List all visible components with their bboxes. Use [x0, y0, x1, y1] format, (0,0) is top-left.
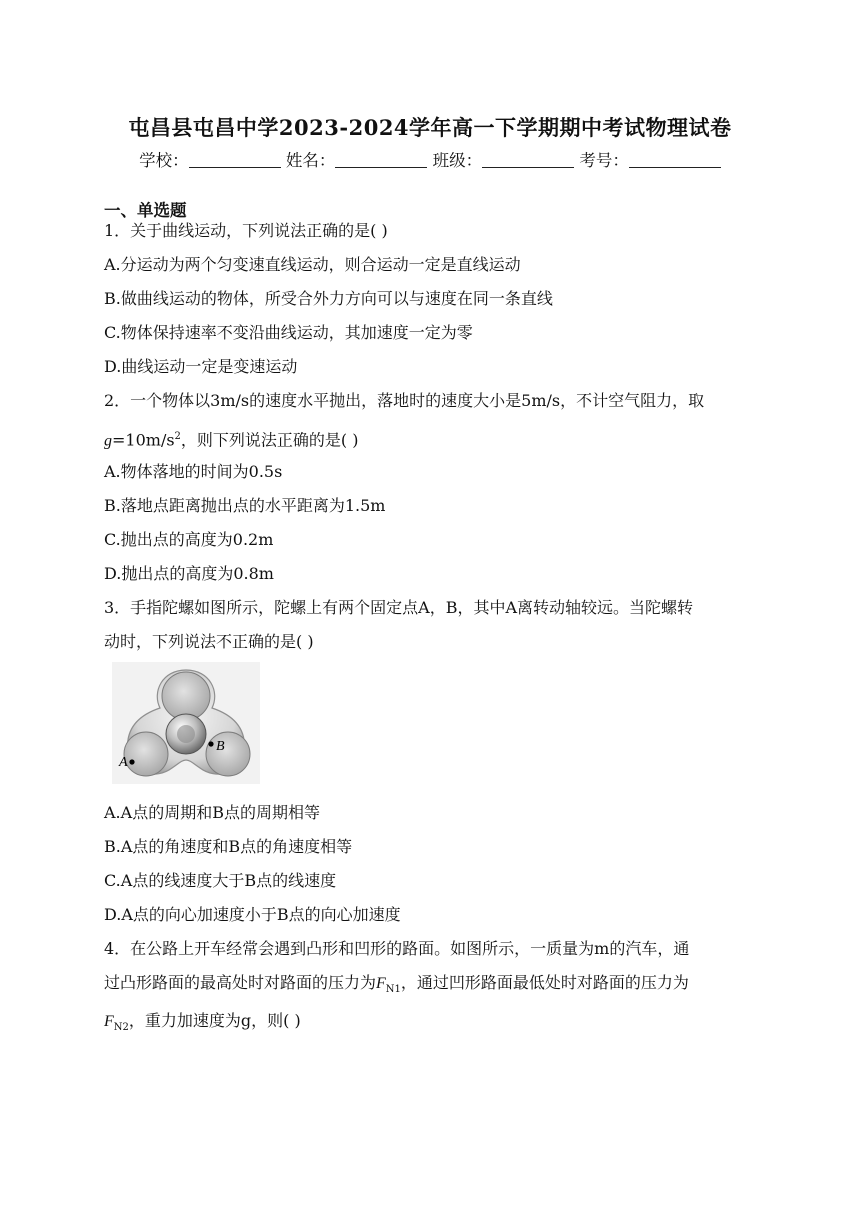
school-blank: [189, 152, 281, 168]
point-a-marker: [129, 759, 134, 764]
fidget-spinner-figure: [112, 662, 260, 784]
q3-stem-line1: 3．手指陀螺如图所示，陀螺上有两个固定点A，B，其中A离转动轴较远。当陀螺转: [104, 598, 694, 617]
exam-title: 屯昌县屯昌中学2023-2024学年高一下学期期中考试物理试卷: [128, 115, 732, 140]
q4-fn1-subscript: N1: [385, 984, 401, 996]
q4-stem-line2-b: ，通过凹形路面最低处时对路面的压力为: [400, 973, 689, 992]
student-info-row: [0, 147, 860, 171]
q2-stem-line1: 2．一个物体以3m/s的速度水平抛出，落地时的速度大小是5m/s，不计空气阻力，取: [104, 391, 705, 410]
q4-fn2-symbol: F: [104, 1013, 114, 1030]
point-b-label: B: [216, 739, 225, 754]
q2-g-symbol: g: [104, 432, 112, 450]
name-label: 姓名：: [285, 151, 336, 170]
q2-option-a: A.物体落地的时间为0.5s: [104, 462, 283, 481]
q2-option-b: B.落地点距离抛出点的水平距离为1.5m: [104, 496, 386, 515]
q1-option-b: B.做曲线运动的物体，所受合外力方向可以与速度在同一条直线: [104, 289, 553, 308]
q2-g-value: =10m/s: [112, 430, 175, 450]
fidget-spinner-image: [112, 662, 260, 784]
q3-option-a: A.A点的周期和B点的周期相等: [104, 803, 320, 822]
q4-stem-line1: 4．在公路上开车经常会遇到凸形和凹形的路面。如图所示，一质量为m的汽车，通: [104, 939, 690, 958]
point-b-marker: [208, 741, 213, 746]
q2-stem-line2-rest: ，则下列说法正确的是( ): [180, 430, 359, 450]
q1-stem: 1．关于曲线运动，下列说法正确的是( ): [104, 221, 388, 240]
exam-number-blank: [629, 152, 721, 168]
q4-fn1-symbol: F: [376, 975, 386, 992]
q2-option-d: D.抛出点的高度为0.8m: [104, 564, 274, 583]
q2-g-exponent: 2: [174, 431, 181, 442]
q4-stem-line3-text: ，重力加速度为g，则( ): [128, 1011, 301, 1030]
exam-number-label: 考号：: [579, 151, 629, 170]
q2-option-c: C.抛出点的高度为0.2m: [104, 530, 274, 549]
q4-stem-line2: [104, 972, 689, 1001]
name-blank: [335, 152, 427, 168]
point-a-label: A: [119, 755, 128, 770]
q2-stem-line2: [104, 426, 359, 452]
q3-option-b: B.A点的角速度和B点的角速度相等: [104, 837, 353, 856]
q3-option-c: C.A点的线速度大于B点的线速度: [104, 871, 337, 890]
q4-stem-line3: [104, 1010, 301, 1039]
section-heading: 一、单选题: [104, 201, 187, 220]
q4-stem-line2-a: 过凸形路面的最高处时对路面的压力为: [104, 973, 377, 992]
q4-fn2-subscript: N2: [113, 1022, 129, 1034]
q1-option-a: A.分运动为两个匀变速直线运动，则合运动一定是直线运动: [104, 255, 521, 274]
q1-option-d: D.曲线运动一定是变速运动: [104, 357, 298, 376]
q3-option-d: D.A点的向心加速度小于B点的向心加速度: [104, 905, 401, 924]
q3-stem-line2: 动时，下列说法不正确的是( ): [104, 632, 314, 651]
class-blank: [482, 152, 574, 168]
class-label: 班级：: [432, 151, 483, 170]
school-label: 学校：: [139, 151, 189, 170]
q1-option-c: C.物体保持速率不变沿曲线运动，其加速度一定为零: [104, 323, 473, 342]
